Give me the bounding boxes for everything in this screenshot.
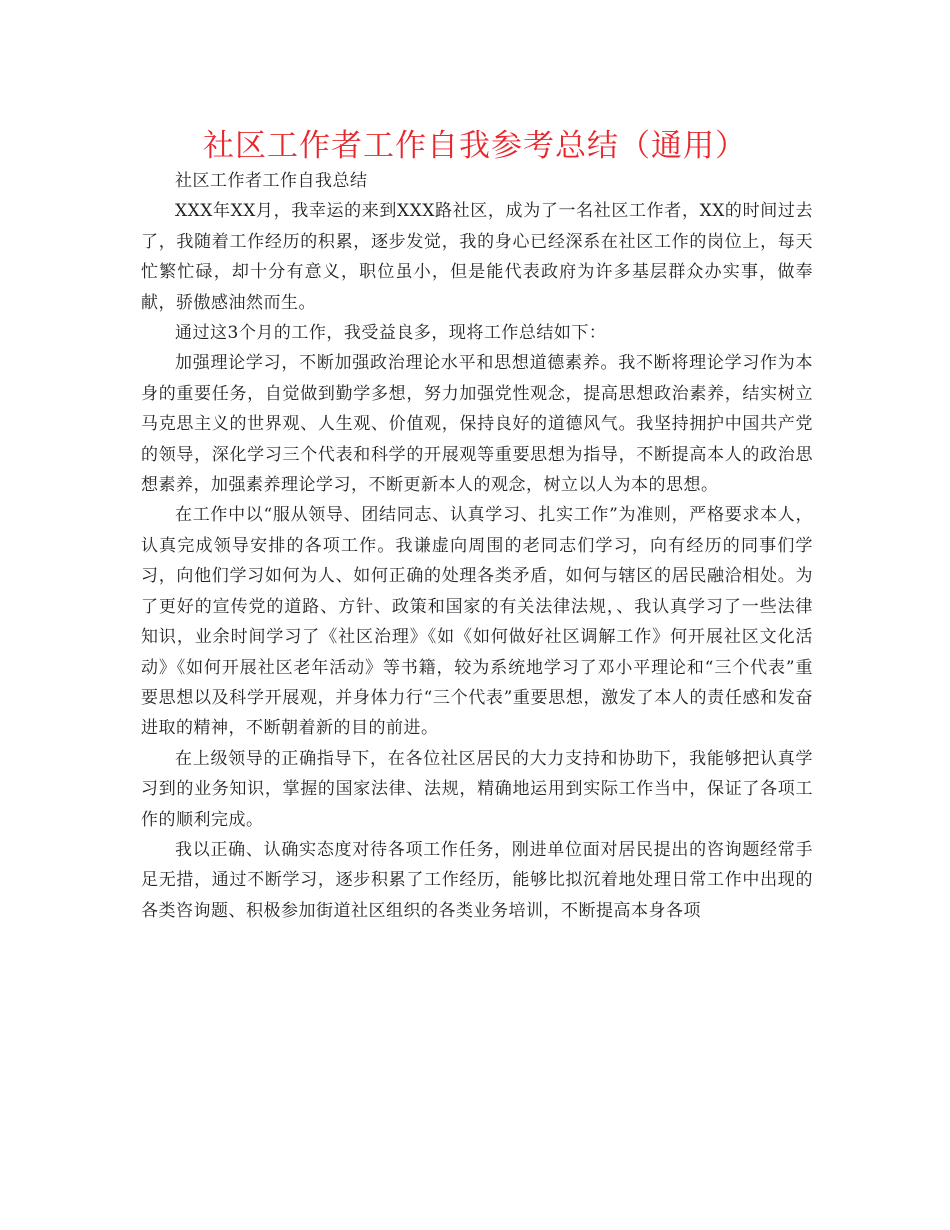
paragraph: XXX年XX月，我幸运的来到XXX路社区，成为了一名社区工作者，XX的时间过去了，我随着工作经历的积累，逐步发觉，我的身心已经深系在社区工作的岗位上，每天忙繁忙碌，却十分有意义，职位虽小，但是能代表政府为许多基层群众办实事，做奉献，骄傲感油然而生。	[141, 201, 813, 313]
paragraph: 在上级领导的正确指导下，在各位社区居民的大力支持和协助下，我能够把认真学习到的业务知识，掌握的国家法律、法规，精确地运用到实际工作当中，保证了各项工作的顺利完成。	[141, 748, 813, 830]
paragraph: 我以正确、认确实态度对待各项工作任务，刚进单位面对居民提出的咨询题经常手足无措，通过不断学习，逐步积累了工作经历，能够比拟沉着地处理日常工作中出现的各类咨询题、积极参加街道社区组织的各类业务培训，不断提高本身各项	[141, 839, 813, 921]
paragraph: 通过这3个月的工作，我受益良多，现将工作总结如下：	[175, 323, 607, 344]
document-body	[141, 166, 813, 926]
paragraph: 在工作中以“服从领导、团结同志、认真学习、扎实工作”为准则，严格要求本人，认真完成领导安排的各项工作。我谦虚向周围的老同志们学习，向有经历的同事们学习，向他们学习如何为人、如何正确的处理各类矛盾，如何与辖区的居民融洽相处。为了更好的宣传党的道路、方针、政策和国家的有关法律法规，、我认真学习了一些法律知识，业余时间学习了《社区治理》《如《如何做好社区调解工作》何开展社区文化活动》《如何开展社区老年活动》等书籍，较为系统地学习了邓小平理论和“三个代表”重要思想以及科学开展观，并身体力行“三个代表”重要思想，激发了本人的责任感和发奋进取的精神，不断朝着新的目的前进。	[141, 505, 813, 739]
paragraph-subtitle: 社区工作者工作自我总结	[175, 171, 368, 191]
paragraph: 加强理论学习，不断加强政治理论水平和思想道德素养。我不断将理论学习作为本身的重要任务，自觉做到勤学多想，努力加强党性观念，提高思想政治素养，结实树立马克思主义的世界观、人生观、价值观，保持良好的道德风气。我坚持拥护中国共产党的领导，深化学习三个代表和科学的开展观等重要思想为指导，不断提高本人的政治思想素养，加强素养理论学习，不断更新本人的观念，树立以人为本的思想。	[141, 353, 813, 496]
document-title: 社区工作者工作自我参考总结（通用）	[203, 128, 747, 164]
